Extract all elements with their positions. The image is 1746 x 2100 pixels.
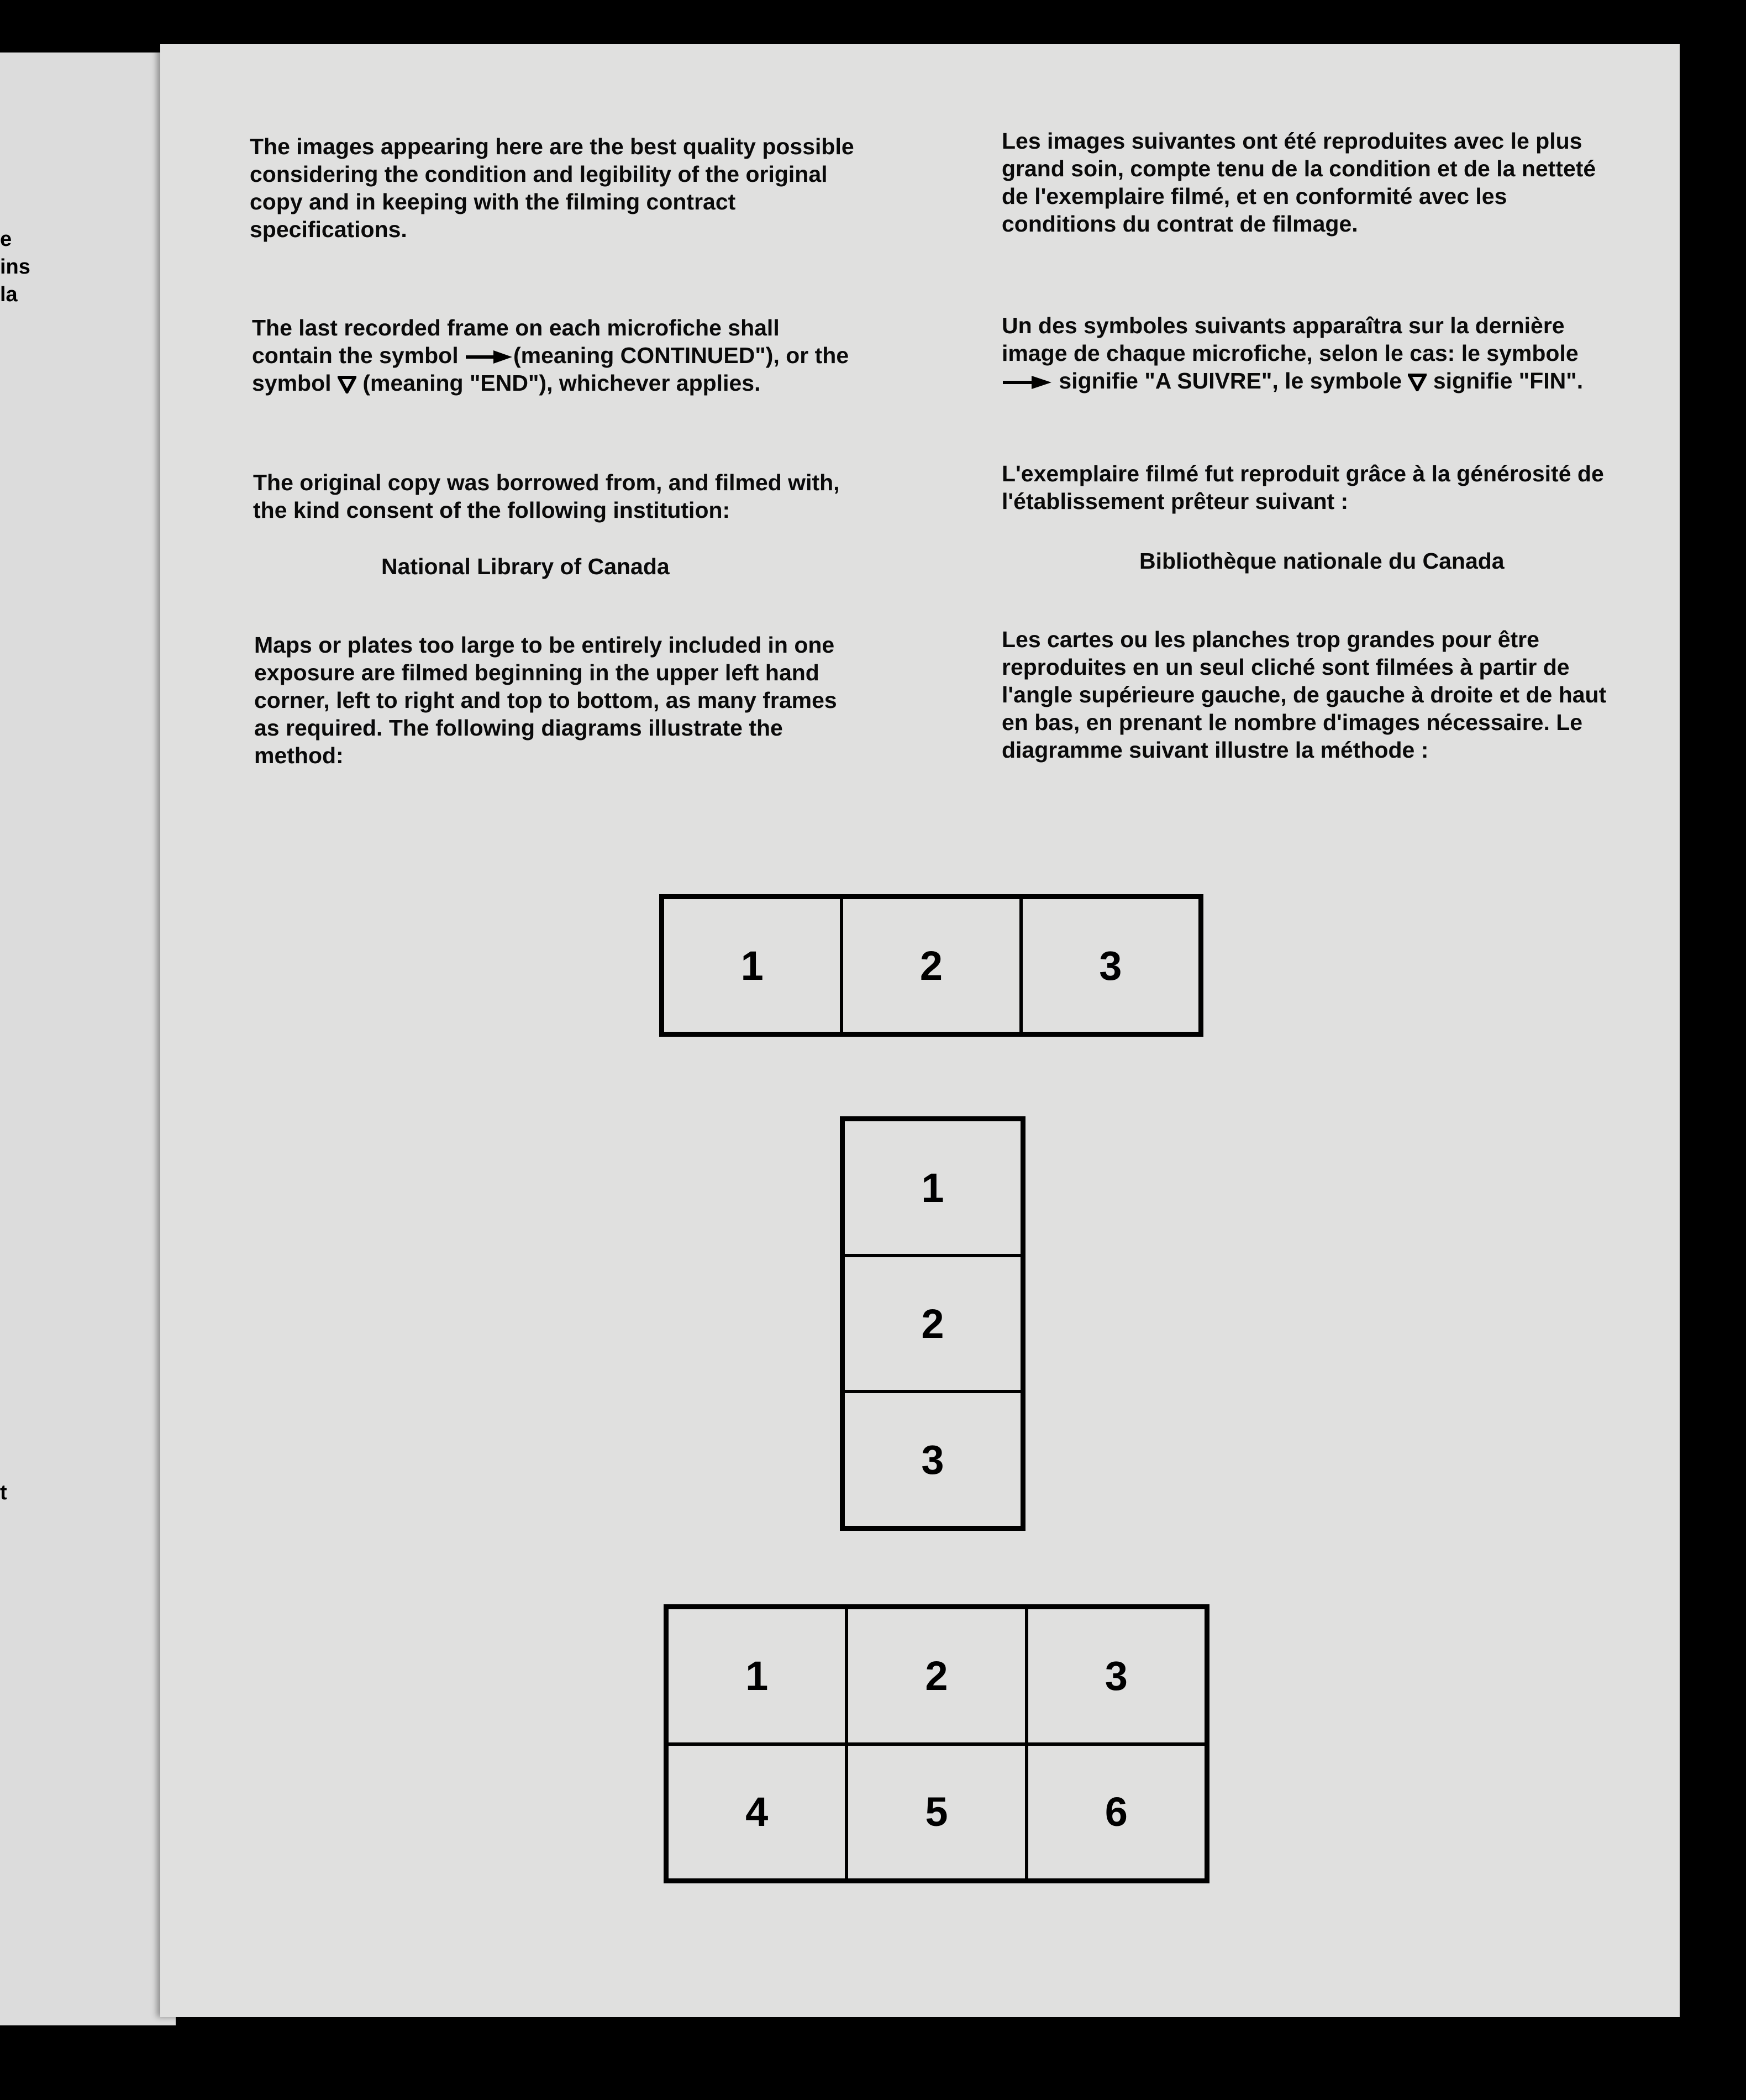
french-symbol-text-a: Un des symboles suivants apparaîtra sur la dernière image de chaque microfiche, selon le cas: le symbole xyxy=(1002,313,1579,366)
english-symbol-text-c: (meaning "END"), whichever applies. xyxy=(362,370,761,396)
continued-arrow-icon xyxy=(1002,374,1053,391)
frame-cell: 2 xyxy=(842,897,1021,1033)
french-symbol-paragraph xyxy=(1002,312,1626,395)
french-institution-name: Bibliothèque nationale du Canada xyxy=(1139,548,1505,574)
english-borrowed-paragraph: The original copy was borrowed from, and filmed with, the kind consent of the following institution: xyxy=(253,470,840,523)
english-symbol-text-a: The last recorded frame on each microfiche shall contain the symbol xyxy=(252,315,780,368)
french-borrowed-paragraph: L'exemplaire filmé fut reproduit grâce à la générosité de l'établissement prêteur suivant : xyxy=(1002,461,1604,514)
frame-cell: 1 xyxy=(667,1608,846,1744)
french-quality-paragraph: Les images suivantes ont été reproduites avec le plus grand soin, compte tenu de la condition et de la netteté de l'exemplaire filmé, et en conformité avec les conditions du contrat de filmage. xyxy=(1002,128,1596,237)
english-maps-paragraph: Maps or plates too large to be entirely included in one exposure are filmed beginning in the upper left hand corner, left to right and top to bottom, as many frames as required. The following diagrams illustrate the method: xyxy=(254,632,837,768)
frame-cell: 3 xyxy=(1027,1608,1206,1744)
english-quality-paragraph: The images appearing here are the best quality possible considering the condition and legibility of the original copy and in keeping with the filming contract specifications. xyxy=(250,134,854,242)
edge-text-fragment: ins xyxy=(0,255,30,279)
english-symbol-paragraph xyxy=(252,314,860,397)
previous-page-edge xyxy=(0,53,176,2025)
edge-text-fragment: e xyxy=(0,228,12,251)
end-triangle-icon xyxy=(338,376,356,393)
frame-cell: 6 xyxy=(1027,1744,1206,1881)
row-diagram xyxy=(659,894,1203,1037)
french-symbol-text-b: signifie "A SUIVRE", le symbole xyxy=(1059,368,1402,393)
frame-cell: 3 xyxy=(843,1392,1022,1527)
english-symbol-text-b: (meaning CONTINUED"), or the symbol xyxy=(252,343,849,396)
grid-diagram xyxy=(664,1604,1209,1883)
continued-arrow-icon xyxy=(465,349,513,365)
frame-cell: 3 xyxy=(1021,897,1200,1033)
column-diagram xyxy=(840,1116,1025,1531)
end-triangle-icon xyxy=(1408,374,1427,391)
frame-cell: 5 xyxy=(846,1744,1026,1881)
frame-cell: 2 xyxy=(846,1608,1026,1744)
french-maps-paragraph: Les cartes ou les planches trop grandes pour être reproduites en un seul cliché sont filmées à partir de l'angle supérieure gauche, de gauche à droite et de haut en bas, en prenant le nombre d'images nécessaire. Le diagramme suivant illustre la méthode : xyxy=(1002,627,1607,763)
frame-cell: 4 xyxy=(667,1744,846,1881)
frame-cell: 1 xyxy=(843,1120,1022,1256)
french-symbol-text-c: signifie "FIN". xyxy=(1433,368,1584,393)
frame-cell: 1 xyxy=(662,897,842,1033)
edge-text-fragment: la xyxy=(0,283,18,306)
edge-text-fragment: t xyxy=(0,1481,7,1504)
english-institution-name: National Library of Canada xyxy=(381,554,670,579)
frame-cell: 2 xyxy=(843,1256,1022,1392)
